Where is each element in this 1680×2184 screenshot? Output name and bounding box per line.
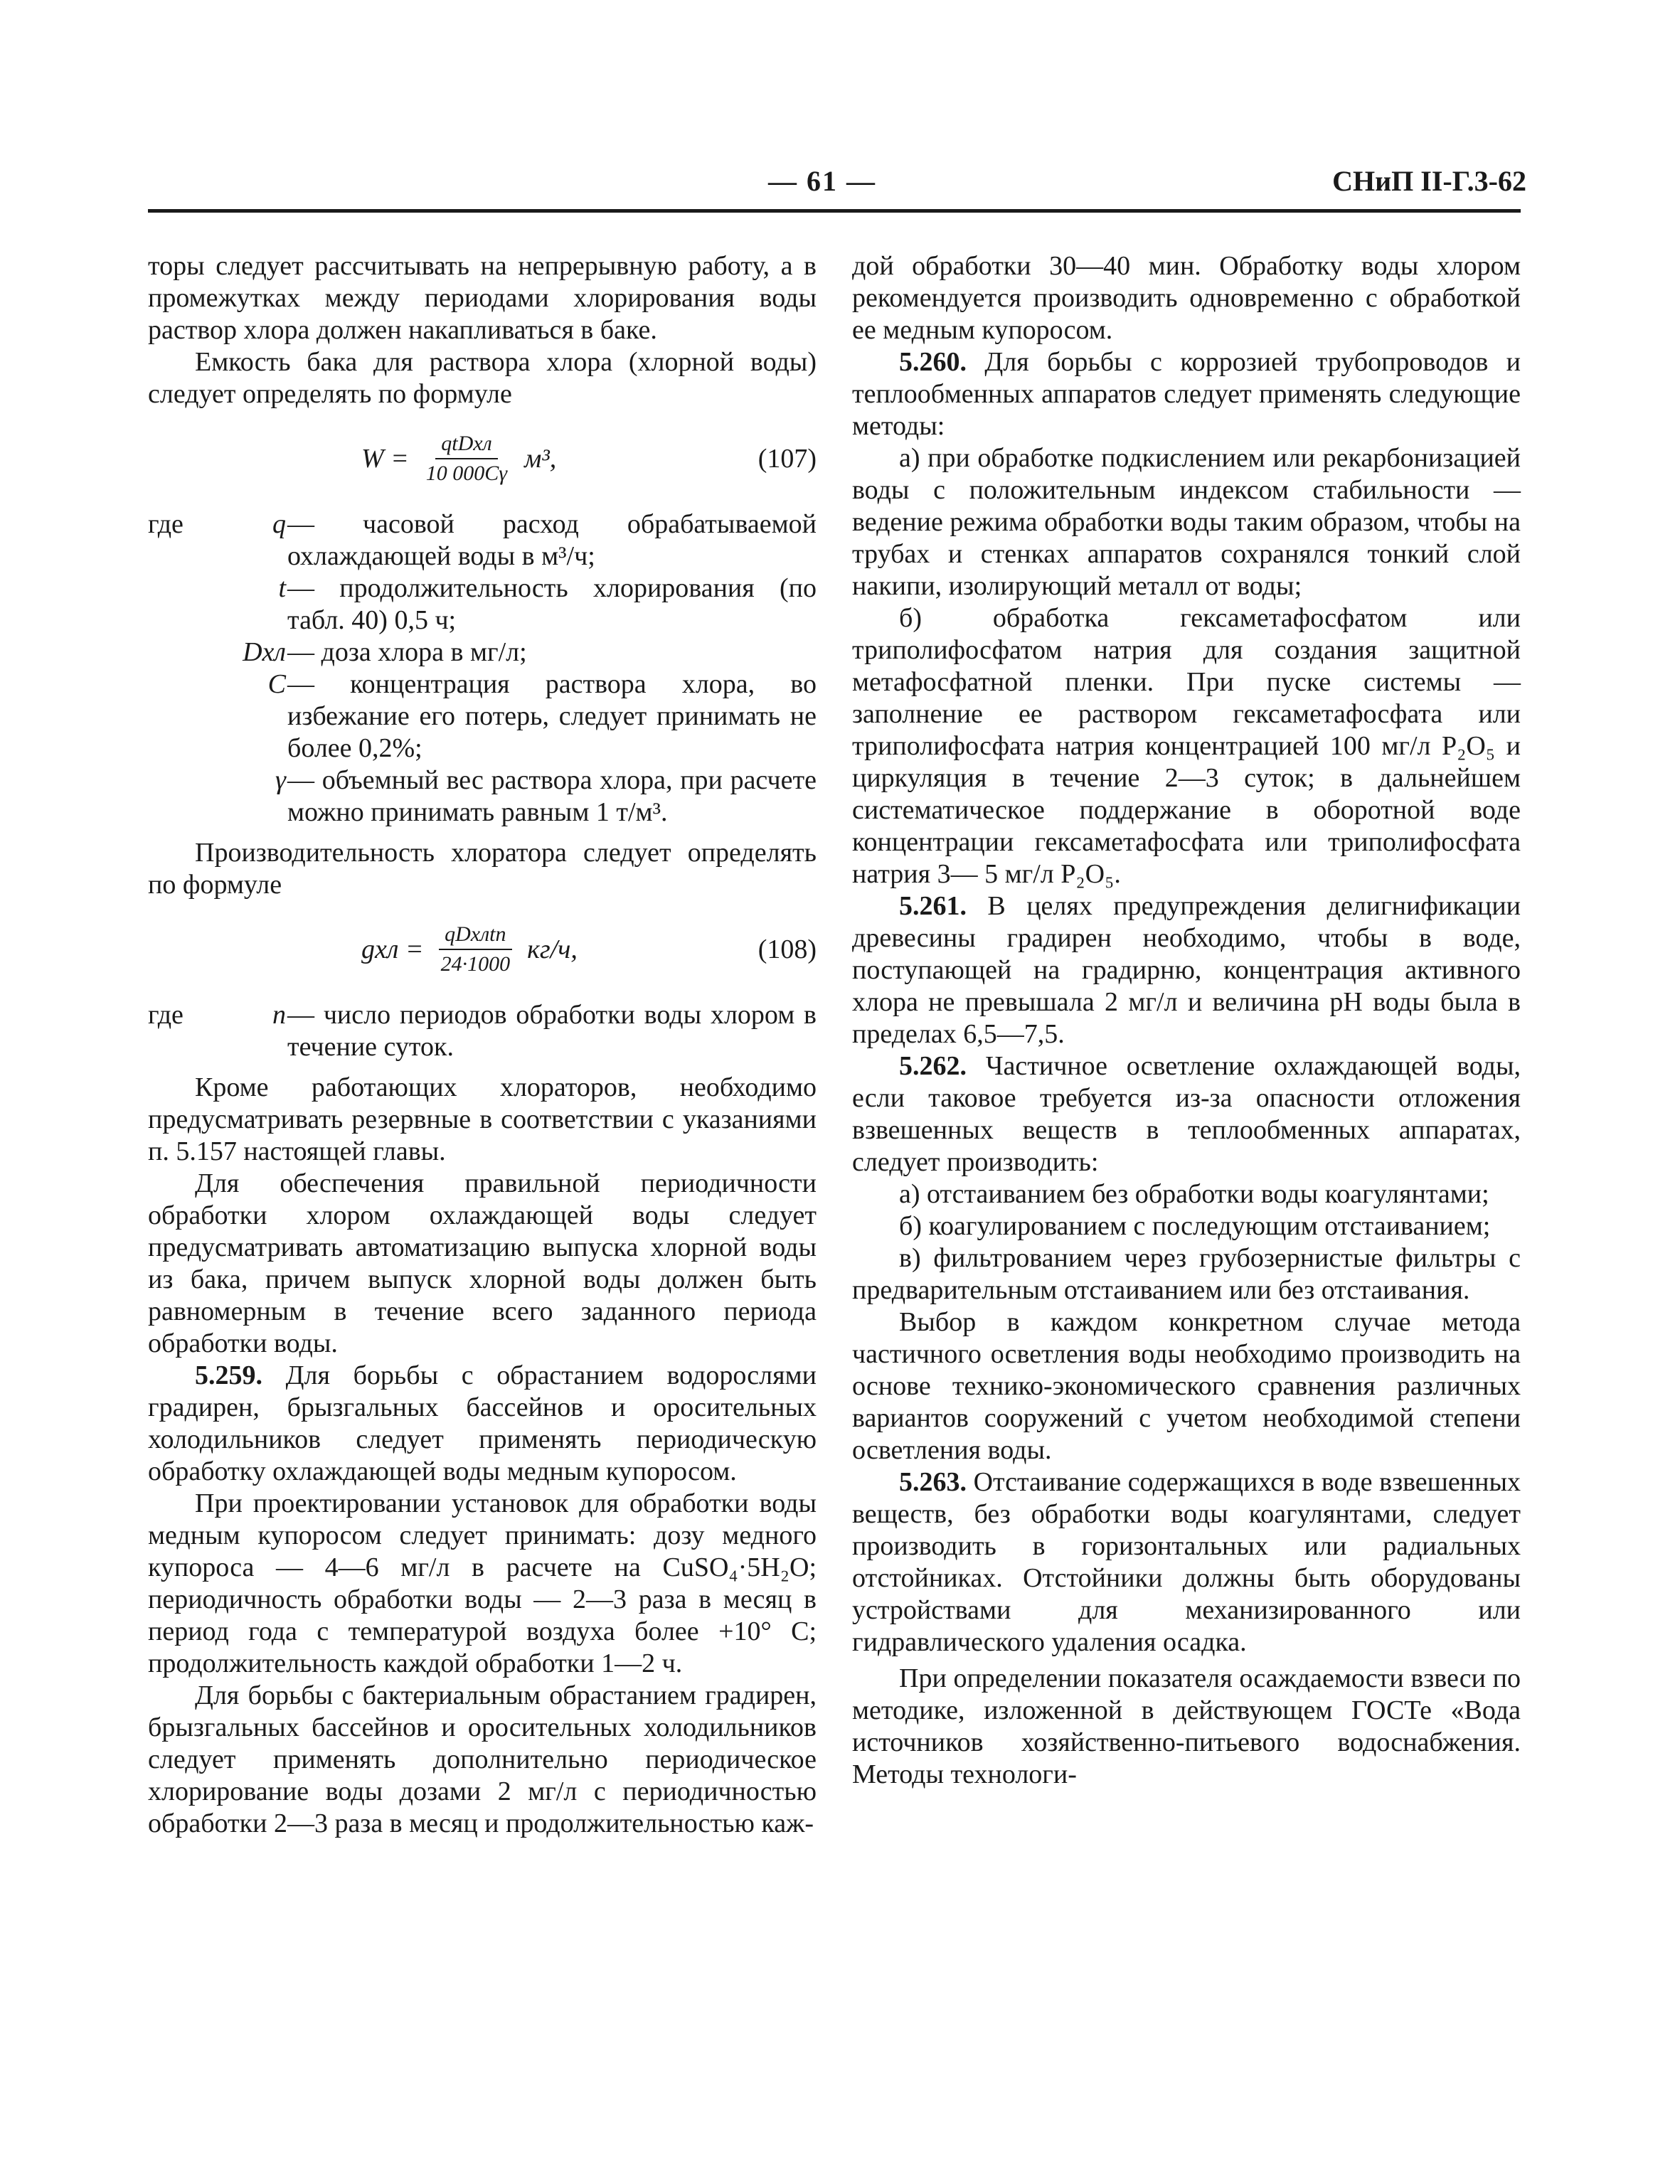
paragraph: Отстаивание содержащихся в воде взвешенных веществ, без обработки воды коагулянтами, следует производить в горизонтальных или радиальных отстойниках. Отстойники должны быть оборудованы устройствами для механизированного или гидравлического удаления осадка. <box>852 1467 1521 1657</box>
paragraph: Кроме работающих хлораторов, необходимо предусматривать резервные в соответствии с указаниями п. 5.157 настоящей главы. <box>148 1072 817 1166</box>
legend-text: — число периодов обработки воды хлором в течение суток. <box>287 1000 817 1062</box>
symbol-legend <box>148 508 817 829</box>
legend-text: — продолжительность хлорирования (по табл. 40) 0,5 ч; <box>287 573 817 635</box>
clause-number: 5.262. <box>899 1051 967 1081</box>
list-item: а) при обработке подкислением или рекарбонизацией воды с положительным индексом стабильности — ведение режима обработки воды таким образом, чтобы на трубах и стенках аппаратов сохранялся тонкий слой накипи, изолирующий металл от воды; <box>852 443 1521 601</box>
paragraph: Выбор в каждом конкретном случае метода частичного осветления воды необходимо производить на основе технико-экономического сравнения различных вариантов сооружений с учетом необходимой степени осветления воды. <box>852 1307 1521 1465</box>
left-column <box>148 250 817 1840</box>
paragraph: Производительность хлоратора следует определять по формуле <box>148 838 817 900</box>
paragraph: При определении показателя осаждаемости взвеси по методике, изложенной в действующем ГОСТе «Вода источников хозяйственно-питьевого водоснабжения. Методы технологи- <box>852 1663 1521 1789</box>
legend-symbol: Dхл <box>243 637 286 667</box>
paragraph: Для борьбы с коррозией трубопроводов и теплообменных аппаратов следует применять следующие методы: <box>852 347 1521 441</box>
list-item: а) отстаиванием без обработки воды коагулянтами; <box>899 1179 1489 1209</box>
formula-lhs: gхл = <box>361 934 424 964</box>
formula-denominator: 24·1000 <box>440 952 511 976</box>
legend-symbol: γ <box>275 765 286 795</box>
clause-number: 5.263. <box>899 1467 967 1497</box>
formula-number: (108) <box>757 934 817 964</box>
formula-unit: кг/ч, <box>527 934 578 964</box>
paragraph: Для борьбы с обрастанием водорослями градирен, брызгальных бассейнов и оросительных холодильников следует применять периодическую обработку охлаждающей воды медным купоросом. <box>148 1360 817 1486</box>
list-item: в) фильтрованием через грубозернистые фильтры с предварительным отстаиванием или без отстаивания. <box>852 1243 1521 1305</box>
paragraph: дой обработки 30—40 мин. Обработку воды хлором рекомендуется производить одновременно с обработкой ее медным купоросом. <box>852 251 1521 345</box>
page-number: — 61 — <box>768 165 876 197</box>
legend-text: — часовой расход обрабатываемой охлаждающей воды в м³/ч; <box>287 509 817 571</box>
legend-symbol: t <box>278 573 286 603</box>
paragraph: Для борьбы с бактериальным обрастанием градирен, брызгальных бассейнов и оросительных холодильников следует применять дополнительно периодическое хлорирование воды дозами 2 мг/л с периодичностью обработки 2—3 раза в месяц и продолжительностью каж- <box>148 1680 817 1838</box>
formula-numerator: qtDхл <box>435 431 497 459</box>
legend-row <box>148 999 817 1063</box>
paragraph: В целях предупреждения делигнификации древесины градирен необходимо, чтобы в воде, поступающей на градирню, концентрация активного хлора не превышала 2 мг/л и величина pH воды была в пределах 6,5—7,5. <box>852 891 1521 1049</box>
clause-number: 5.261. <box>899 891 967 921</box>
formula-number: (107) <box>757 444 817 474</box>
paragraph: Емкость бака для раствора хлора (хлорной воды) следует определять по формуле <box>148 347 817 409</box>
legend-symbol: n <box>272 1000 286 1030</box>
legend-text: — доза хлора в мг/л; <box>287 637 527 667</box>
formula-unit: м³, <box>524 443 557 474</box>
formula-denominator: 10 000Cγ <box>425 462 508 485</box>
paragraph: При проектировании установок для обработки воды медным купоросом следует принимать: дозу медного купороса — 4—6 мг/л в расчете на CuSO₄·5H₂O; периодичность обработки воды — 2—3 раза в месяц в период года с температурой воздуха более +10° C; продолжительность каждой обработки 1—2 ч. <box>148 1488 817 1678</box>
legend-row <box>148 508 817 572</box>
formula-fraction <box>435 922 516 977</box>
clause-number: 5.260. <box>899 347 967 377</box>
legend-where: где <box>148 1000 184 1030</box>
formula-lhs: W = <box>361 443 409 474</box>
formula-numerator: qDхлtn <box>439 922 511 950</box>
clause-number: 5.259. <box>195 1360 262 1390</box>
list-item: б) обработка гексаметафосфатом или триполифосфатом натрия для создания защитной метафосфатной пленки. При пуске системы — заполнение ее раствором гексаметафосфата или триполифосфата натрия концентрацией 100 мг/л P₂O₅ и циркуляция в течение 2—3 суток; в дальнейшем систематическое поддержание в оборотной воде концентрации гексаметафосфата или триполифосфата натрия 3— 5 мг/л P₂O₅. <box>852 603 1521 889</box>
formula-fraction <box>420 431 513 486</box>
legend-text: — концентрация раствора хлора, во избежание его потерь, следует принимать не более 0,2%; <box>287 669 817 763</box>
legend-symbol: q <box>272 509 286 539</box>
paragraph: торы следует рассчитывать на непрерывную работу, а в промежутках между периодами хлорирования воды раствор хлора должен накапливаться в баке. <box>148 251 817 345</box>
legend-symbol: C <box>267 669 286 699</box>
formula-107 <box>148 419 817 499</box>
legend-row <box>148 572 817 636</box>
right-column <box>852 250 1521 1791</box>
paragraph: Частичное осветление охлаждающей воды, если таковое требуется из-за опасности отложения взвешенных веществ в теплообменных аппаратах, следует производить: <box>852 1051 1521 1177</box>
list-item: б) коагулированием с последующим отстаиванием; <box>899 1211 1491 1241</box>
legend-row <box>148 668 817 765</box>
paragraph: Для обеспечения правильной периодичности обработки хлором охлаждающей воды следует предусматривать автоматизацию выпуска хлорной воды из бака, причем выпуск хлорной воды должен быть равномерным в течение всего заданного периода обработки воды. <box>148 1168 817 1358</box>
symbol-legend <box>148 999 817 1063</box>
header-rule <box>148 209 1521 213</box>
document-code: СНиП II-Г.3-62 <box>1332 165 1526 197</box>
legend-text: — объемный вес раствора хлора, при расчете можно принимать равным 1 т/м³. <box>287 765 817 827</box>
formula-108 <box>148 910 817 989</box>
legend-row <box>148 765 817 829</box>
legend-row <box>148 636 817 668</box>
legend-where: где <box>148 509 184 539</box>
